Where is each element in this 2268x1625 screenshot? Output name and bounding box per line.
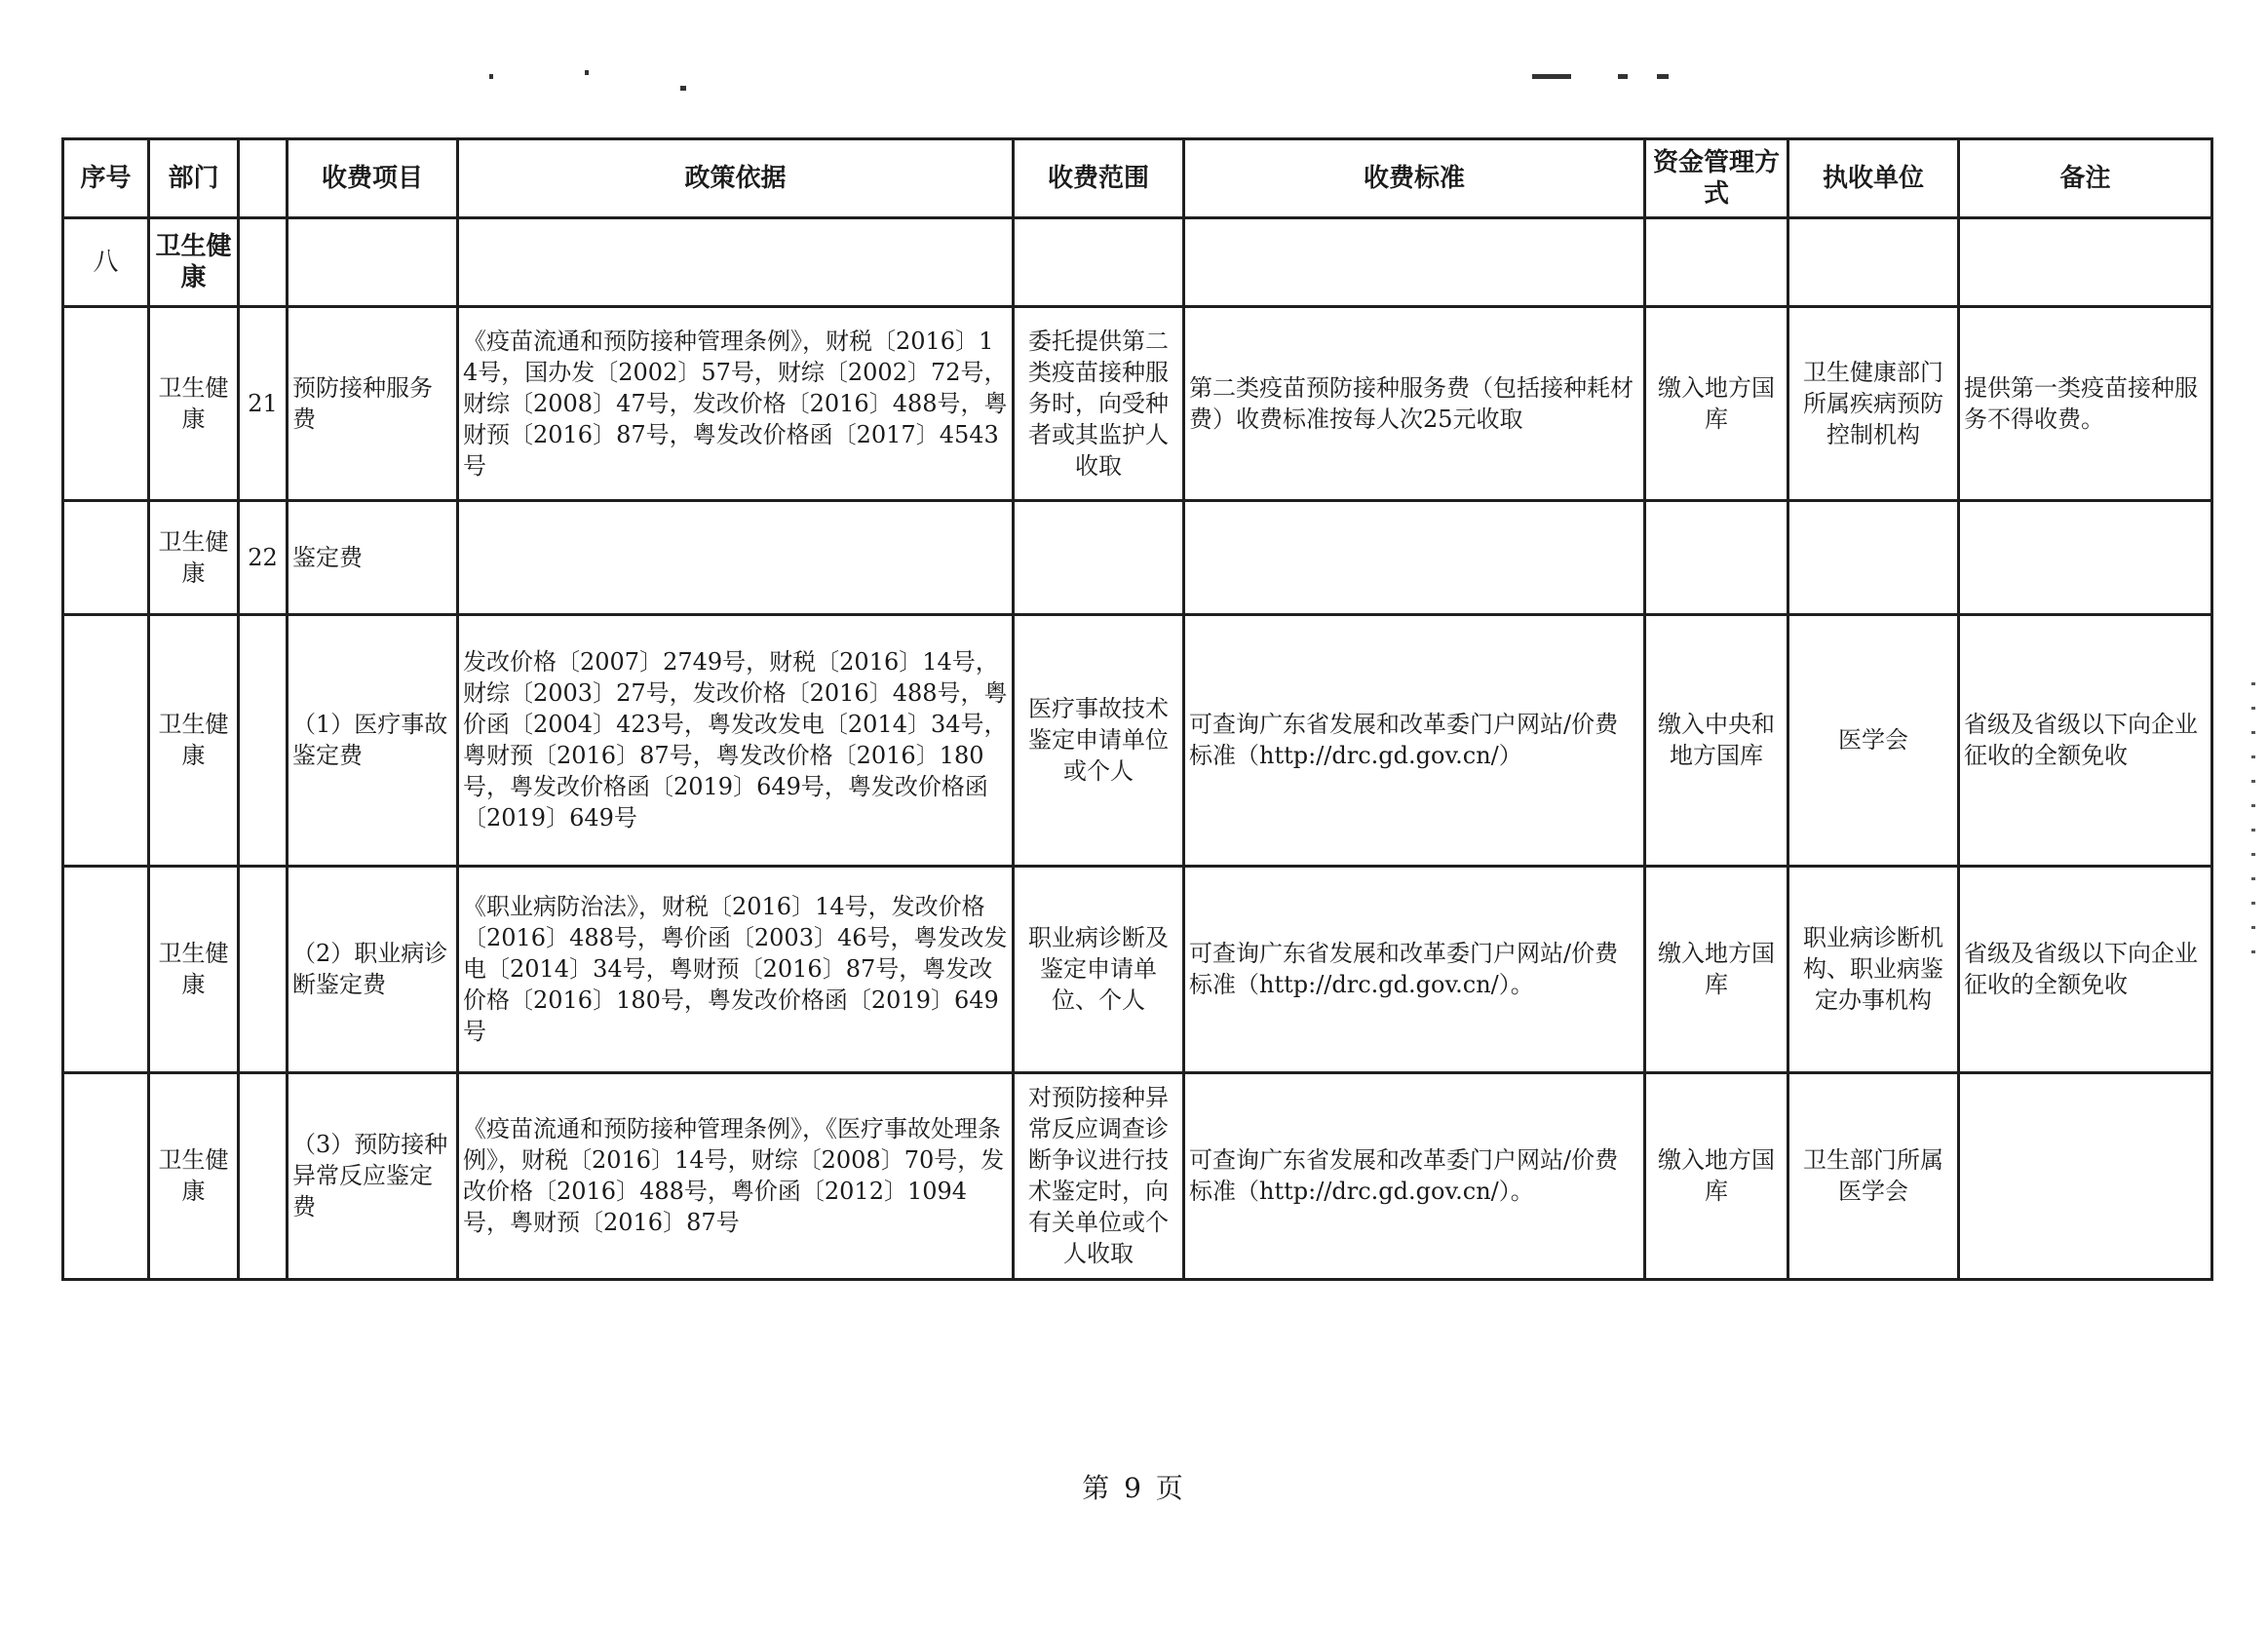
cell-num: 21	[239, 306, 288, 501]
fee-table	[61, 137, 2213, 1281]
cell-index	[63, 306, 149, 501]
table-row	[63, 614, 2212, 866]
cell-department: 卫生健康	[149, 1072, 239, 1279]
cell-collector	[1788, 217, 1959, 306]
cell-fund-mgmt: 缴入地方国库	[1645, 1072, 1788, 1279]
cell-num	[239, 866, 288, 1072]
cell-policy: 《职业病防治法》，财税〔2016〕14号，发改价格〔2016〕488号，粤价函〔2003〕46号，粤发改发电〔2014〕34号，粤财预〔2016〕87号，粤发改价格〔2016〕180号，粤发改价格函〔2019〕649号	[458, 866, 1014, 1072]
cell-index: 八	[63, 217, 149, 306]
cell-collector: 卫生健康部门所属疾病预防控制机构	[1788, 306, 1959, 501]
cell-scope: 职业病诊断及鉴定申请单位、个人	[1014, 866, 1184, 1072]
cell-index	[63, 501, 149, 614]
scan-edge-marks	[2251, 682, 2257, 994]
scan-artifact	[585, 70, 589, 75]
header-collector: 执收单位	[1788, 139, 1959, 218]
cell-standard: 第二类疫苗预防接种服务费（包括接种耗材费）收费标准按每人次25元收取	[1184, 306, 1645, 501]
cell-remark: 省级及省级以下向企业征收的全额免收	[1959, 866, 2212, 1072]
cell-policy	[458, 217, 1014, 306]
cell-remark	[1959, 217, 2212, 306]
cell-num: 22	[239, 501, 288, 614]
scan-artifact	[680, 86, 686, 91]
cell-fund-mgmt	[1645, 501, 1788, 614]
cell-scope: 医疗事故技术鉴定申请单位或个人	[1014, 614, 1184, 866]
cell-remark	[1959, 1072, 2212, 1279]
cell-department: 卫生健康	[149, 866, 239, 1072]
cell-standard: 可查询广东省发展和改革委门户网站/价费标准（http://drc.gd.gov.cn/）。	[1184, 866, 1645, 1072]
cell-fund-mgmt: 缴入中央和地方国库	[1645, 614, 1788, 866]
cell-index	[63, 614, 149, 866]
cell-remark	[1959, 501, 2212, 614]
scan-artifact	[1618, 74, 1628, 79]
cell-standard: 可查询广东省发展和改革委门户网站/价费标准（http://drc.gd.gov.cn/）。	[1184, 1072, 1645, 1279]
page-number: 第 9 页	[1082, 1472, 1186, 1504]
cell-collector	[1788, 501, 1959, 614]
scan-artifact	[1657, 74, 1669, 79]
header-row	[63, 139, 2212, 218]
cell-standard: 可查询广东省发展和改革委门户网站/价费标准（http://drc.gd.gov.cn/）	[1184, 614, 1645, 866]
table-row	[63, 501, 2212, 614]
cell-num	[239, 217, 288, 306]
cell-remark: 省级及省级以下向企业征收的全额免收	[1959, 614, 2212, 866]
cell-department: 卫生健康	[149, 614, 239, 866]
cell-index	[63, 866, 149, 1072]
cell-fund-mgmt	[1645, 217, 1788, 306]
header-scope: 收费范围	[1014, 139, 1184, 218]
cell-item: （2）职业病诊断鉴定费	[288, 866, 458, 1072]
cell-item: （3）预防接种异常反应鉴定费	[288, 1072, 458, 1279]
cell-remark: 提供第一类疫苗接种服务不得收费。	[1959, 306, 2212, 501]
cell-fund-mgmt: 缴入地方国库	[1645, 306, 1788, 501]
cell-standard	[1184, 501, 1645, 614]
cell-department: 卫生健康	[149, 217, 239, 306]
table-row	[63, 306, 2212, 501]
header-standard: 收费标准	[1184, 139, 1645, 218]
cell-policy	[458, 501, 1014, 614]
cell-index	[63, 1072, 149, 1279]
cell-item: 鉴定费	[288, 501, 458, 614]
scan-artifact	[489, 74, 493, 79]
cell-fund-mgmt: 缴入地方国库	[1645, 866, 1788, 1072]
cell-department: 卫生健康	[149, 306, 239, 501]
header-policy: 政策依据	[458, 139, 1014, 218]
header-remark: 备注	[1959, 139, 2212, 218]
cell-scope	[1014, 501, 1184, 614]
cell-collector: 卫生部门所属医学会	[1788, 1072, 1959, 1279]
cell-department: 卫生健康	[149, 501, 239, 614]
cell-scope	[1014, 217, 1184, 306]
cell-scope: 对预防接种异常反应调查诊断争议进行技术鉴定时，向有关单位或个人收取	[1014, 1072, 1184, 1279]
cell-item: 预防接种服务费	[288, 306, 458, 501]
cell-policy: 《疫苗流通和预防接种管理条例》，财税〔2016〕14号，国办发〔2002〕57号，财综〔2002〕72号，财综〔2008〕47号，发改价格〔2016〕488号，粤财预〔2016〕87号，粤发改价格函〔2017〕4543号	[458, 306, 1014, 501]
cell-standard	[1184, 217, 1645, 306]
header-index: 序号	[63, 139, 149, 218]
cell-policy: 发改价格〔2007〕2749号，财税〔2016〕14号，财综〔2003〕27号，发改价格〔2016〕488号，粤价函〔2004〕423号，粤发改发电〔2014〕34号，粤财预〔2016〕87号，粤发改价格〔2016〕180号，粤发改价格函〔2019〕649号，粤发改价格函〔2019〕649号	[458, 614, 1014, 866]
cell-scope: 委托提供第二类疫苗接种服务时，向受种者或其监护人收取	[1014, 306, 1184, 501]
table-row	[63, 217, 2212, 306]
cell-item: （1）医疗事故鉴定费	[288, 614, 458, 866]
scan-artifact	[1532, 74, 1571, 79]
cell-policy: 《疫苗流通和预防接种管理条例》，《医疗事故处理条例》，财税〔2016〕14号，财综〔2008〕70号，发改价格〔2016〕488号，粤价函〔2012〕1094号，粤财预〔2016〕87号	[458, 1072, 1014, 1279]
table-row	[63, 1072, 2212, 1279]
cell-num	[239, 614, 288, 866]
cell-num	[239, 1072, 288, 1279]
header-fund-mgmt: 资金管理方式	[1645, 139, 1788, 218]
cell-item	[288, 217, 458, 306]
table-row	[63, 866, 2212, 1072]
cell-collector: 医学会	[1788, 614, 1959, 866]
header-department: 部门	[149, 139, 239, 218]
header-item: 收费项目	[288, 139, 458, 218]
cell-collector: 职业病诊断机构、职业病鉴定办事机构	[1788, 866, 1959, 1072]
header-blank	[239, 139, 288, 218]
